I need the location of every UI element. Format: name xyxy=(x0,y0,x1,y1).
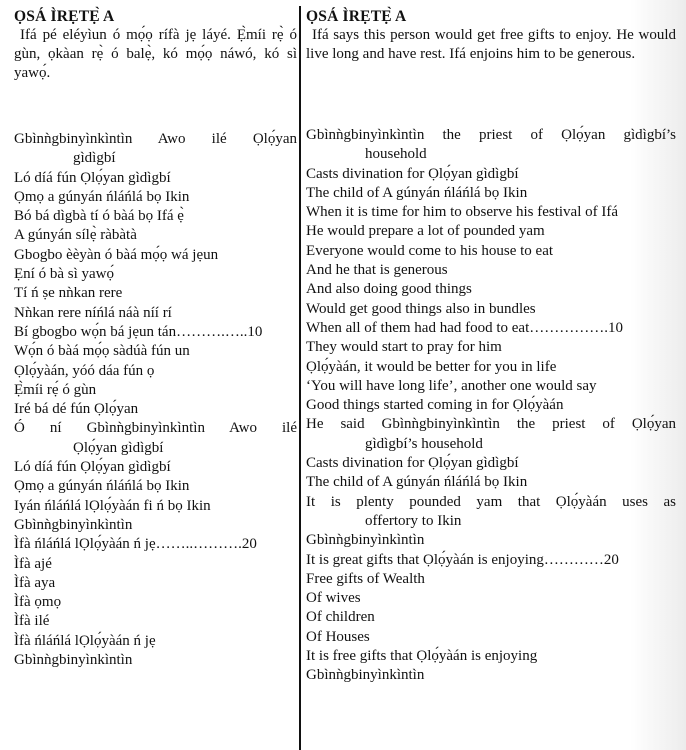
verse-line: Everyone would come to his house to eat xyxy=(306,242,554,259)
verse-line: Gbìnǹgbinyìnkìntìn xyxy=(306,667,425,684)
verse-line: Of children xyxy=(306,609,375,626)
verse-line-first: Gbìnǹgbinyìnkìntìn the priest of Ọlọ́yan gìdìgbí’s xyxy=(306,127,676,143)
verse-line: A gúnyán sílẹ̀ ràbàtà xyxy=(14,227,137,244)
verse-line: Ìfà ajé xyxy=(14,555,52,572)
verse-line: Ìfà ńláńlá lỌlọ́yàán ń jẹ……..……….20 xyxy=(14,536,257,553)
verse-line-continuation: Ọlọ́yan gìdìgbí xyxy=(73,439,164,456)
verse-line: Would get good things also in bundles xyxy=(306,300,536,317)
verse-line: Gbìnǹgbinyìnkìntìn xyxy=(14,516,133,533)
yoruba-column xyxy=(14,8,297,669)
verse-line-first: Gbìnǹgbinyìnkìntìn Awo ilé Ọlọ́yan xyxy=(14,131,297,147)
english-verses xyxy=(306,126,676,686)
verse-line: Ìfà aya xyxy=(14,574,56,591)
verse-line: Gbìnǹgbinyìnkìntìn xyxy=(306,532,425,549)
english-heading: ỌSÁ ÌRẸTẸ̀ A xyxy=(306,8,407,25)
verse-line: Ìfà ilé xyxy=(14,613,50,630)
verse-line xyxy=(14,130,297,169)
verse-line: Iré bá dé fún Ọlọ́yan xyxy=(14,401,139,418)
verse-line: Iyán ńláńlá lỌlọ́yàán fi ń bọ Ikin xyxy=(14,497,211,514)
verse-line: Of Houses xyxy=(306,628,370,645)
verse-line: Casts divination for Ọlọ́yan gìdìgbí xyxy=(306,165,519,182)
verse-line: Of wives xyxy=(306,590,361,607)
verse-line: He would prepare a lot of pounded yam xyxy=(306,223,545,240)
verse-line: Ìfà ọmọ xyxy=(14,594,62,611)
verse-line: Casts divination for Ọlọ́yan gìdìgbí xyxy=(306,455,519,472)
english-summary: Ifá says this person would get free gifts to enjoy. He would live long and have rest. Ifá enjoins him to be generous. xyxy=(306,27,676,62)
verse-line: Ọlọ́yàán, yóó dáa fún ọ xyxy=(14,362,155,379)
verse-line xyxy=(14,419,297,458)
verse-line: When it is time for him to observe his festival of Ifá xyxy=(306,204,619,221)
column-divider xyxy=(299,6,301,750)
verse-line: Ìfà ńláńlá lỌlọ́yàán ń jẹ xyxy=(14,632,156,649)
verse-line: Gbogbo èèyàn ó bàá mọ́ọ wá jẹun xyxy=(14,246,219,263)
verse-line: The child of A gúnyán ńláńlá bọ Ikin xyxy=(306,474,528,491)
verse-line: Ọmọ a gúnyán ńláńlá bọ Ikin xyxy=(14,478,190,495)
verse-line: The child of A gúnyán ńláńlá bọ Ikin xyxy=(306,184,528,201)
verse-line: Ọlọ́yàán, it would be better for you in life xyxy=(306,358,557,375)
verse-line: Gbìnǹgbinyìnkìntìn xyxy=(14,652,133,669)
verse-line: And also doing good things xyxy=(306,281,472,298)
verse-line: Ẹ̀míi rẹ́ ó gùn xyxy=(14,381,97,398)
yoruba-summary: Ifá pé eléyìun ó mọ́ọ rífà jẹ láyé. Ẹ̀míi rẹ̀ ó gùn, ọkàan rẹ̀ ó balẹ̀, kó mọ́ọ náwó, kó sì yawọ́. xyxy=(14,27,297,81)
verse-line: Bí gbogbo wọ́n bá jẹun tán……….…..10 xyxy=(14,323,263,340)
verse-line: Good things started coming in for Ọlọ́yàán xyxy=(306,397,564,414)
verse-line-first: He said Gbìnǹgbinyìnkìntìn the priest of Ọlọ́yan xyxy=(306,416,676,433)
verse-line-first: It is plenty pounded yam that Ọlọ́yàán uses as xyxy=(306,493,676,510)
verse-line: ‘You will have long life’, another one would say xyxy=(306,377,597,394)
verse-line: Ọmọ a gúnyán ńláńlá bọ Ikin xyxy=(14,188,190,205)
yoruba-verses xyxy=(14,130,297,670)
verse-line: It is great gifts that Ọlọ́yàán is enjoying…………20 xyxy=(306,551,619,568)
verse-line: Nǹkan rere níńlá náà níí rí xyxy=(14,304,172,321)
verse-line-continuation: offertory to Ikin xyxy=(365,512,462,529)
verse-line-continuation: gìdìgbí xyxy=(73,150,116,167)
verse-line xyxy=(306,126,676,165)
verse-line: Bó bá dìgbà tí ó bàá bọ Ifá ẹ̀ xyxy=(14,208,184,225)
verse-line: Wọ́n ó bàá mọ́ọ sàdúà fún un xyxy=(14,343,190,360)
verse-line: Tí ń ṣe nǹkan rere xyxy=(14,285,123,302)
verse-line: Ẹní ó bà sì yawọ́ xyxy=(14,266,114,283)
verse-line-continuation: household xyxy=(365,146,427,163)
verse-line-continuation: gìdìgbí’s household xyxy=(365,435,483,452)
yoruba-heading: ỌSÁ ÌRẸTẸ̀ A xyxy=(14,8,115,25)
verse-line: When all of them had had food to eat…………….10 xyxy=(306,319,624,336)
verse-line: They would start to pray for him xyxy=(306,339,502,356)
verse-line: Free gifts of Wealth xyxy=(306,570,425,587)
verse-line: And he that is generous xyxy=(306,262,448,279)
verse-line: Ló díá fún Ọlọ́yan gìdìgbí xyxy=(14,459,171,476)
verse-line xyxy=(306,415,676,454)
english-column xyxy=(306,8,676,684)
verse-line: Ló díá fún Ọlọ́yan gìdìgbí xyxy=(14,169,171,186)
verse-line-first: Ó ní Gbìnǹgbinyìnkìntìn Awo ilé xyxy=(14,420,297,437)
verse-line: It is free gifts that Ọlọ́yàán is enjoying xyxy=(306,648,538,665)
verse-line xyxy=(306,493,676,532)
